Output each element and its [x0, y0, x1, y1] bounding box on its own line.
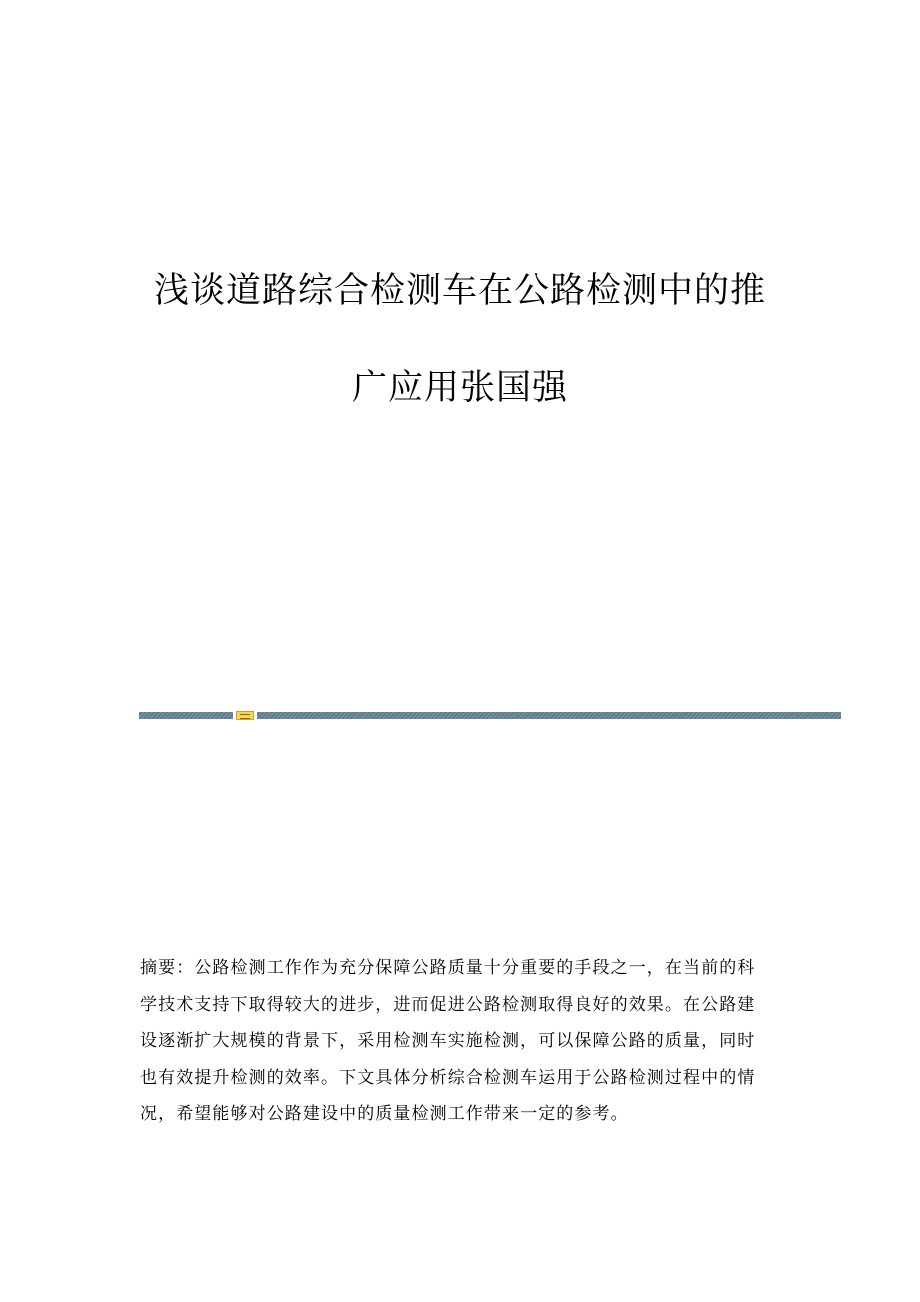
section-divider	[139, 711, 841, 720]
abstract-line: 况，希望能够对公路建设中的质量检测工作带来一定的参考。	[140, 1104, 629, 1124]
abstract-line: 设逐渐扩大规模的背景下，采用检测车实施检测，可以保障公路的质量，同时	[140, 1031, 756, 1051]
divider-ornament-icon	[236, 711, 254, 720]
document-title-line-1: 浅谈道路综合检测车在公路检测中的推	[153, 271, 766, 311]
abstract-line: 学技术支持下取得较大的进步，进而促进公路检测取得良好的效果。在公路建	[140, 994, 756, 1015]
document-title-line-2: 广应用张国强	[351, 368, 568, 408]
divider-bar-left	[139, 712, 233, 719]
abstract-line: 也有效提升检测的效率。下文具体分析综合检测车运用于公路检测过程中的情	[140, 1067, 756, 1088]
divider-bar-right	[257, 712, 841, 719]
abstract-line: 摘要：公路检测工作作为充分保障公路质量十分重要的手段之一，在当前的科	[140, 958, 756, 978]
abstract-paragraph	[140, 950, 780, 1133]
